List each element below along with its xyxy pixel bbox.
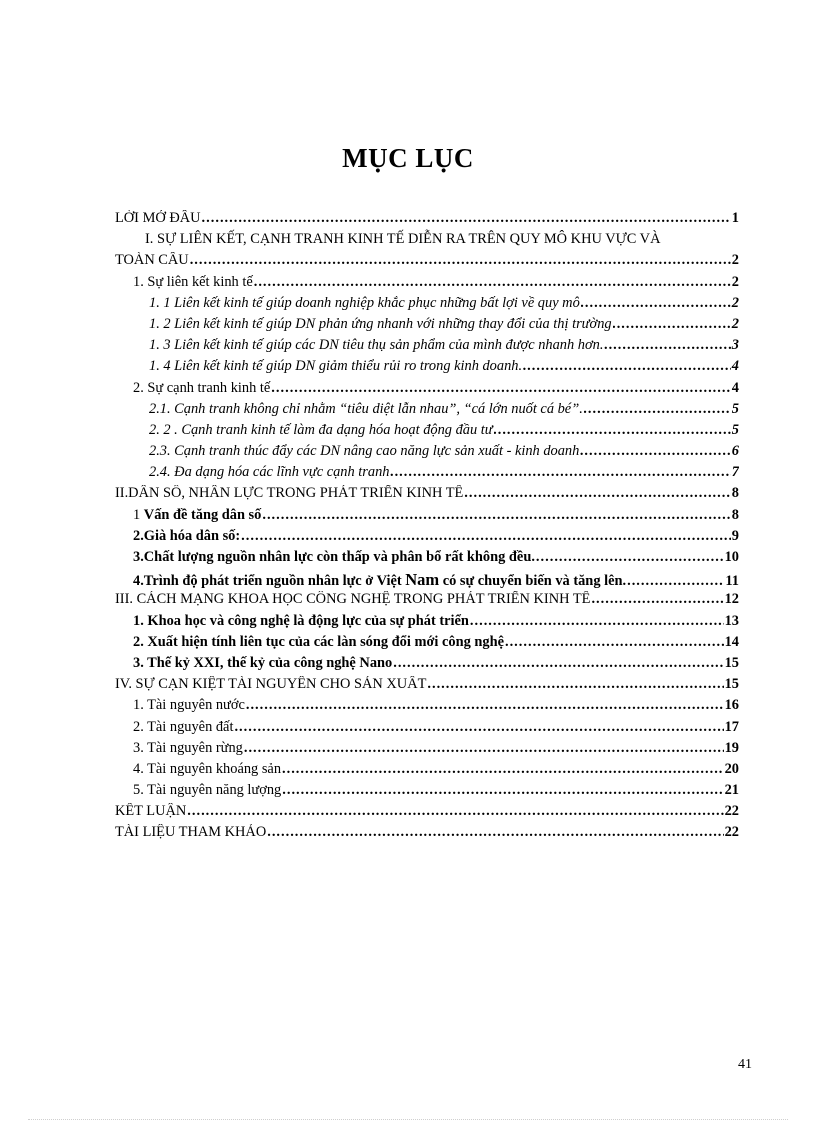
toc-entry-page: 16 (724, 697, 739, 714)
toc-entry-ii-3[interactable] (115, 549, 739, 570)
toc-entry-section-iv[interactable] (115, 676, 739, 697)
toc-entry-1-4[interactable] (115, 358, 739, 379)
toc-entry-label: 1. 3 Liên kết kinh tế giúp các DN tiêu thụ sản phẩm của mình được nhanh hơn. (149, 337, 604, 354)
toc-entry-iv-2[interactable] (115, 719, 739, 740)
toc-entry-label: 2.Già hóa dân số: (133, 527, 241, 544)
toc-entry-page: 15 (724, 654, 739, 671)
toc-leader-dots (470, 613, 724, 630)
toc-entry-page: 12 (724, 591, 739, 608)
toc-entry-section-iii[interactable] (115, 591, 739, 612)
toc-leader-dots (271, 380, 731, 397)
toc-entry-iii-3[interactable] (115, 655, 739, 676)
toc-leader-dots (262, 507, 730, 524)
toc-entry-page: 15 (724, 676, 739, 693)
toc-entry-page: 5 (731, 400, 739, 417)
toc-leader-dots (190, 252, 731, 269)
toc-leader-dots (267, 824, 723, 841)
toc-entry-1-3[interactable] (115, 337, 739, 358)
toc-entry-label: 2. Tài nguyên đất (133, 718, 234, 735)
toc-leader-dots (234, 719, 723, 736)
toc-entry-label: 1. 1 Liên kết kinh tế giúp doanh nghiệp khắc phục những bất lợi về quy mô (149, 294, 580, 311)
page-number: 41 (738, 1057, 752, 1072)
toc-entry-page: 17 (724, 718, 739, 735)
toc-entry-page: 2 (731, 294, 739, 311)
toc-entry-label: IV. SỰ CẠN KIỆT TÀI NGUYÊN CHO SẢN XUẤT (115, 676, 427, 693)
toc-entry-label: TOÀN CẦU (115, 252, 189, 269)
table-of-contents (115, 210, 739, 846)
toc-entry-label: 2. Sự cạnh tranh kinh tế (133, 379, 271, 396)
toc-entry-label: 1. Tài nguyên nước (133, 697, 245, 714)
toc-entry-prefix: 1 (133, 506, 144, 523)
toc-entry-ii-1[interactable] (115, 507, 739, 528)
toc-leader-dots (241, 528, 731, 545)
toc-entry-page: 1 (731, 210, 739, 226)
toc-entry-label: 3. Thế kỷ XXI, thế kỷ của công nghệ Nano (133, 654, 393, 671)
toc-entry-page: 13 (724, 612, 739, 629)
toc-leader-dots (393, 655, 723, 672)
toc-entry-label: III. CÁCH MẠNG KHOA HỌC CÔNG NGHỆ TRONG PHÁT TRIỂN KINH TẾ (115, 591, 591, 608)
toc-leader-dots (244, 740, 724, 757)
toc-entry-page: 21 (724, 782, 739, 799)
toc-entry-loi-mo-dau[interactable] (115, 210, 739, 231)
toc-leader-dots (427, 676, 723, 693)
toc-entry-2-4[interactable] (115, 464, 739, 485)
toc-entry-page: 2 (731, 315, 739, 332)
toc-entry-label: 1. 2 Liên kết kinh tế giúp DN phản ứng nhanh với những thay đổi của thị trường (149, 315, 612, 332)
toc-entry-label: 5. Tài nguyên năng lượng (133, 782, 282, 799)
toc-entry-label: 3. Tài nguyên rừng (133, 739, 243, 756)
toc-entry-label: 2.1. Cạnh tranh không chỉ nhằm “tiêu diệt lẫn nhau”, “cá lớn nuốt cá bé”. (149, 400, 583, 417)
toc-entry-label: II.DÂN SỐ, NHÂN LỰC TRONG PHÁT TRIỂN KINH TẾ (115, 485, 464, 502)
toc-entry-label: 2.3. Cạnh tranh thúc đẩy các DN nâng cao năng lực sản xuất - kinh doanh (149, 443, 580, 460)
toc-entry-label: 4. Tài nguyên khoáng sản (133, 760, 282, 777)
toc-entry-label: 1. Sự liên kết kinh tế (133, 273, 253, 290)
toc-entry-page: 7 (731, 464, 739, 481)
toc-leader-dots (591, 591, 723, 608)
toc-entry-page: 11 (725, 573, 739, 590)
toc-entry-iii-1[interactable] (115, 613, 739, 634)
toc-entry-iii-2[interactable] (115, 634, 739, 655)
toc-entry-iv-5[interactable] (115, 782, 739, 803)
toc-leader-dots (390, 464, 730, 481)
toc-entry-label-part: 4.Trình độ phát triển nguồn nhân lực ở Việt (133, 573, 406, 590)
toc-entry-label (133, 570, 626, 590)
toc-entry-page: 2 (731, 252, 739, 269)
toc-entry-page: 22 (724, 803, 739, 820)
toc-leader-dots (536, 549, 724, 566)
toc-entry-page: 20 (724, 760, 739, 777)
toc-entry-ii-4[interactable] (115, 570, 739, 591)
toc-leader-dots (581, 295, 731, 312)
toc-entry-section-i[interactable] (115, 252, 739, 273)
toc-entry-page: 8 (731, 506, 739, 523)
toc-leader-dots (604, 337, 730, 354)
toc-entry-label: KẾT LUẬN (115, 803, 187, 820)
toc-leader-dots (282, 782, 723, 799)
toc-entry-page: 4 (731, 358, 739, 375)
toc-entry-tai-lieu-tham-khao[interactable] (115, 824, 739, 845)
toc-entry-label (133, 507, 261, 524)
toc-leader-dots (584, 401, 731, 418)
page-title: MỤC LỤC (342, 143, 474, 173)
toc-leader-dots (187, 803, 723, 820)
toc-entry-page: 14 (724, 633, 739, 650)
toc-entry-label-bold: Vấn đề tăng dân số (143, 506, 262, 523)
toc-entry-label: TÀI LIỆU THAM KHẢO (115, 824, 267, 841)
toc-entry-page: 4 (731, 379, 739, 396)
toc-entry-label: 1. 4 Liên kết kinh tế giúp DN giảm thiểu rủi ro trong kinh doanh. (149, 358, 523, 375)
toc-entry-page: 5 (731, 421, 739, 438)
toc-entry-label: 2. Xuất hiện tính liên tục của các làn sóng đổi mới công nghệ (133, 633, 504, 650)
toc-leader-dots (494, 422, 731, 439)
toc-entry-label-part: Nam (405, 570, 440, 590)
toc-leader-dots (613, 316, 731, 333)
toc-entry-1-1[interactable] (115, 295, 739, 316)
toc-entry-1[interactable] (115, 274, 739, 295)
toc-entry-page: 2 (731, 273, 739, 290)
toc-leader-dots (254, 274, 731, 291)
toc-entry-label: 2.4. Đa dạng hóa các lĩnh vực cạnh tranh (149, 464, 390, 481)
footer-divider (28, 1119, 788, 1120)
toc-entry-2[interactable] (115, 380, 739, 401)
toc-entry-label: LỜI MỞ ĐẦU (115, 210, 201, 226)
toc-leader-dots (523, 358, 731, 375)
toc-entry-label-part: có sự chuyển biến và tăng lên. (439, 573, 627, 590)
toc-leader-dots (464, 485, 731, 502)
toc-entry-section-ii[interactable] (115, 485, 739, 506)
toc-entry-2-1[interactable] (115, 401, 739, 422)
toc-entry-2-2[interactable] (115, 422, 739, 443)
toc-entry-iv-1[interactable] (115, 697, 739, 718)
toc-entry-label: 3.Chất lượng nguồn nhân lực còn thấp và phân bổ rất không đều. (133, 549, 535, 565)
toc-entry-ket-luan[interactable] (115, 803, 739, 824)
toc-leader-dots (246, 697, 724, 714)
toc-entry-page: 22 (724, 824, 739, 841)
toc-leader-dots (282, 761, 724, 778)
toc-entry-page: 8 (731, 485, 739, 502)
toc-entry-ii-2[interactable] (115, 528, 739, 549)
toc-leader-dots (505, 634, 724, 651)
toc-entry-iv-3[interactable] (115, 740, 739, 761)
toc-leader-dots (202, 210, 731, 227)
toc-entry-1-2[interactable] (115, 316, 739, 337)
toc-entry-2-3[interactable] (115, 443, 739, 464)
toc-leader-dots (580, 443, 730, 460)
toc-leader-dots (627, 573, 724, 590)
toc-entry-label: 2. 2 . Cạnh tranh kinh tế làm đa dạng hóa hoạt động đầu tư (149, 421, 493, 438)
toc-entry-page: 10 (724, 549, 739, 565)
toc-entry-page: 3 (731, 337, 739, 354)
toc-entry-page: 19 (724, 739, 739, 756)
toc-entry-label: 1. Khoa học và công nghệ là động lực của sự phát triển (133, 612, 469, 629)
toc-entry-page: 9 (731, 527, 739, 544)
toc-entry-section-i-line1[interactable]: I. SỰ LIÊN KẾT, CẠNH TRANH KINH TẾ DIỄN RA TRÊN QUY MÔ KHU VỰC VÀ (145, 231, 661, 248)
toc-entry-iv-4[interactable] (115, 761, 739, 782)
toc-entry-page: 6 (731, 443, 739, 460)
